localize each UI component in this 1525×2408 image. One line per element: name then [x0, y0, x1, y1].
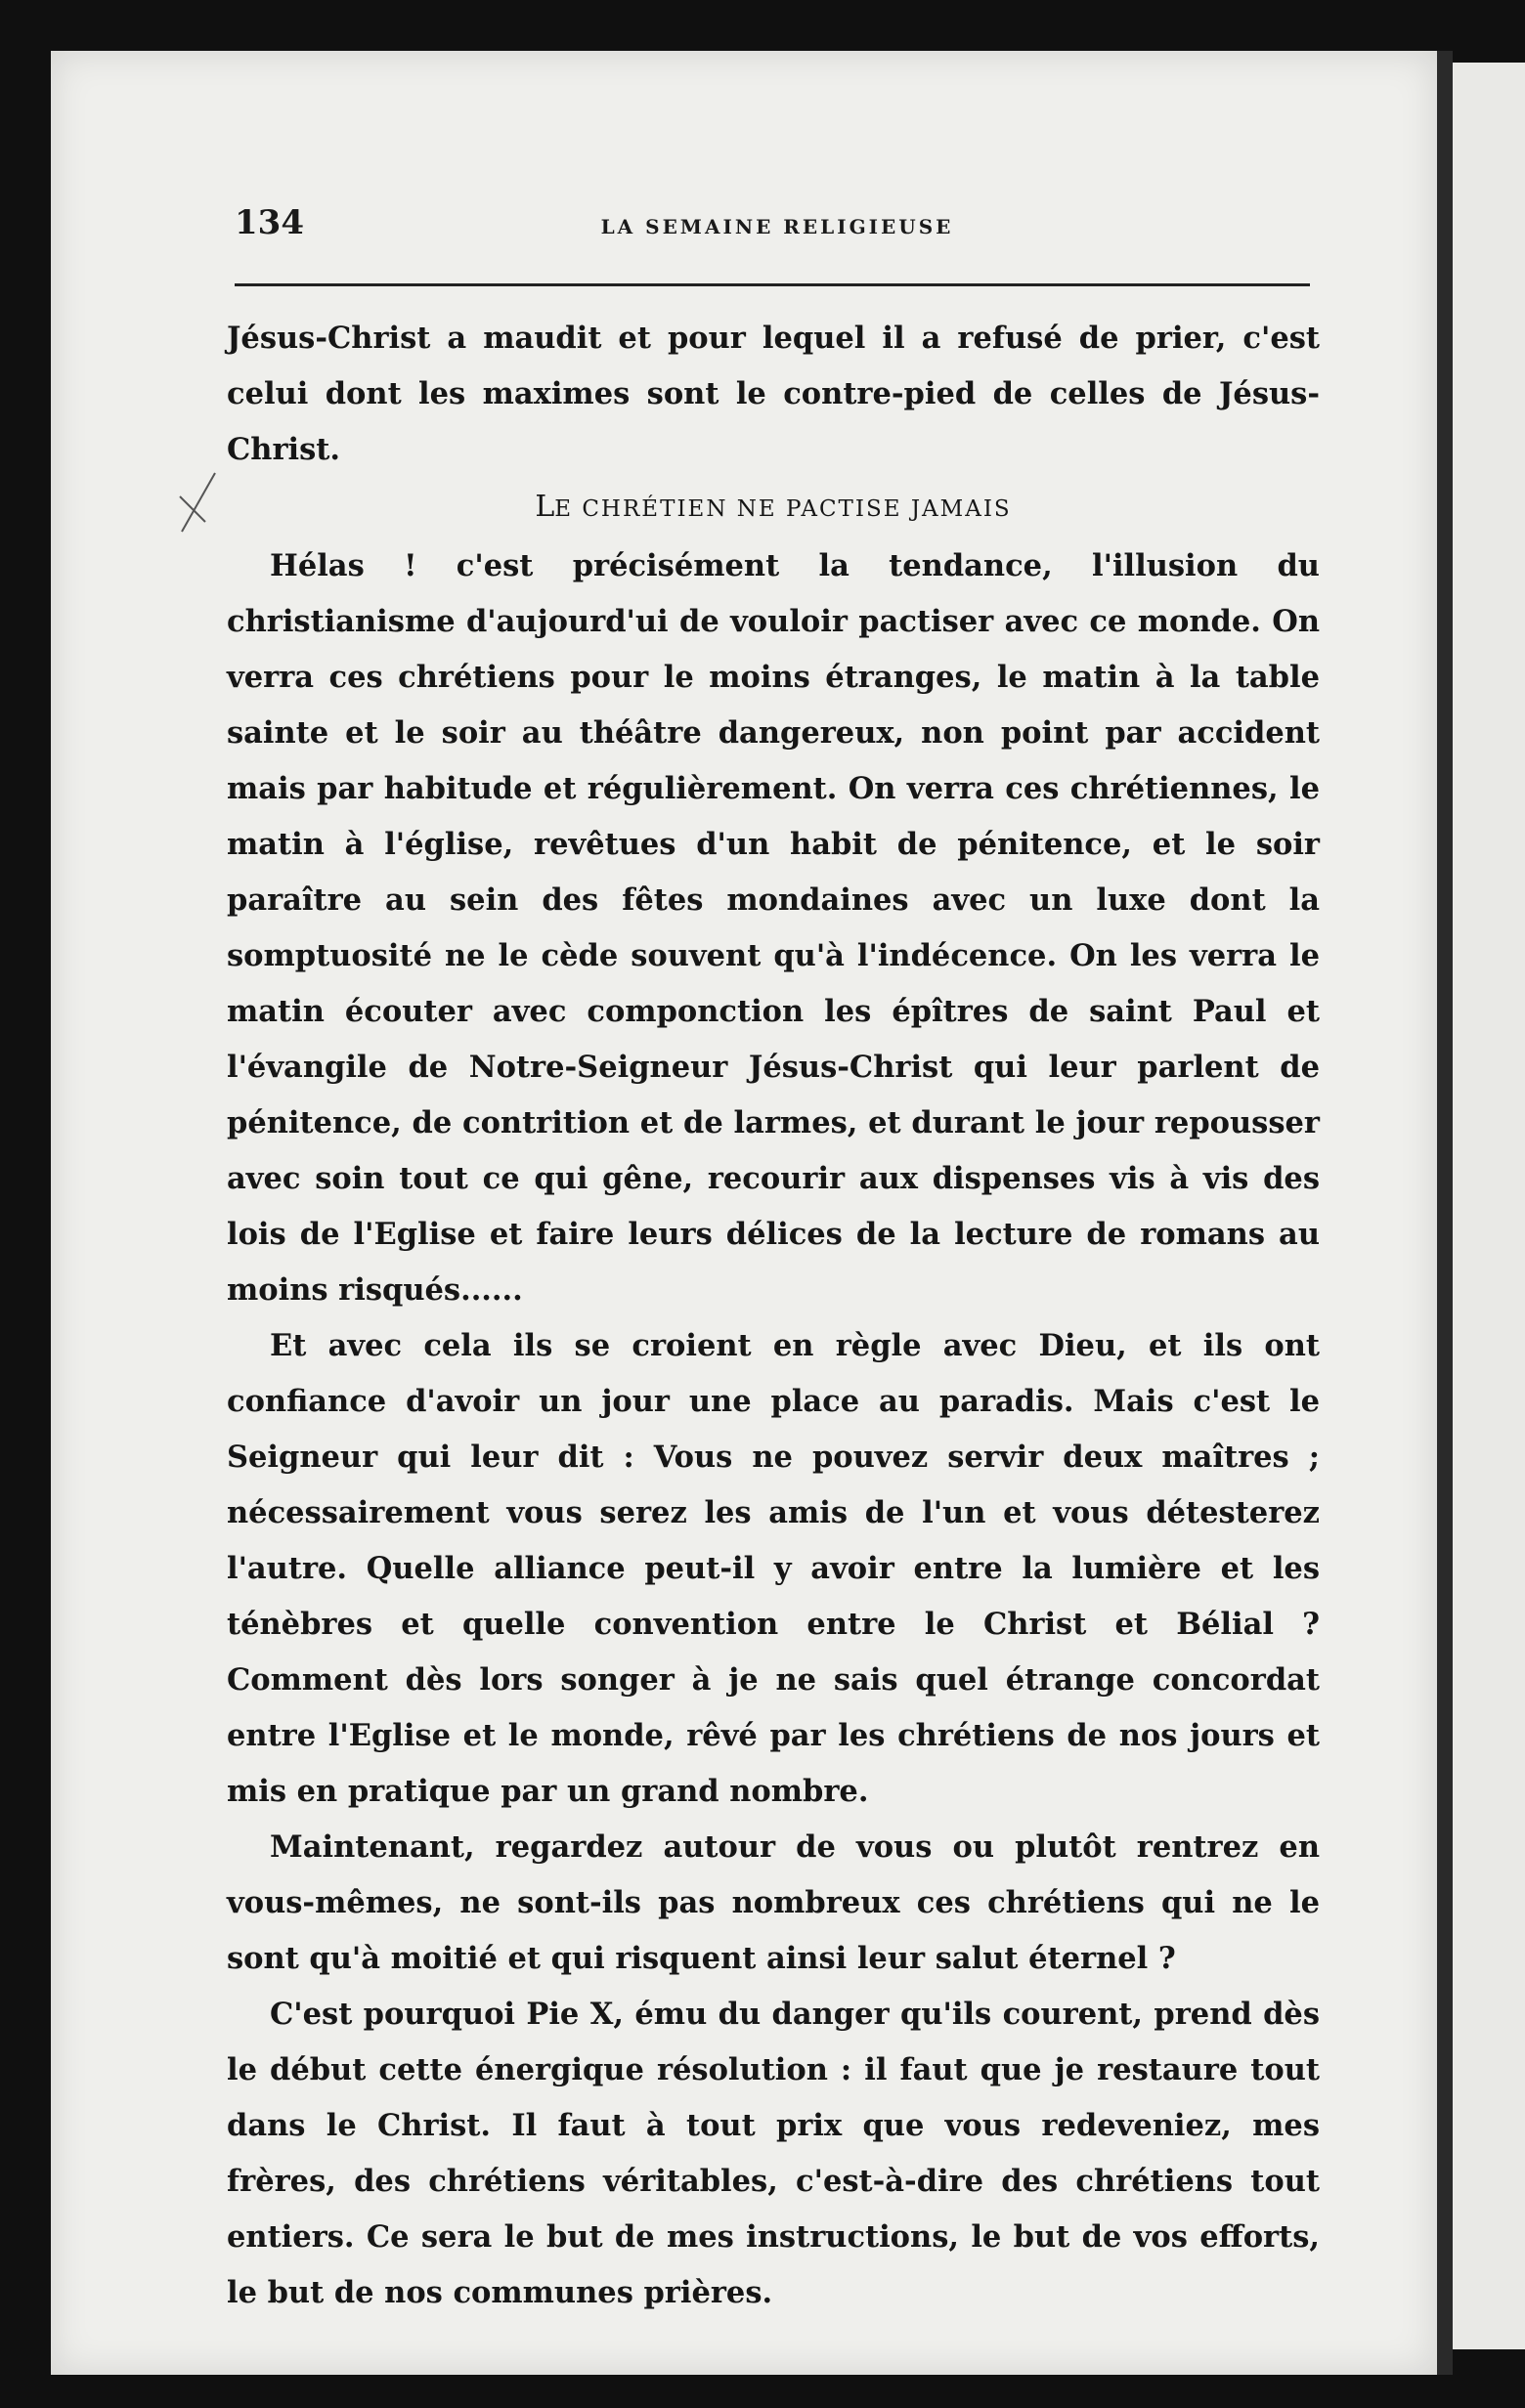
header-rule	[235, 283, 1310, 286]
section-heading	[227, 478, 1320, 538]
page-body	[227, 311, 1320, 2321]
paragraph-4: C'est pourquoi Pie X, ému du danger qu'ils courent, prend dès le début cette énergique résolution : il faut que je restaure tout dans le Christ. Il faut à tout prix que vous redeveniez, mes frères, des chrétiens véritables, c'est-à-dire des chrétiens tout entiers. Ce sera le but de mes instructions, le but de vos efforts, le but de nos communes prières.	[227, 1997, 1320, 2310]
paragraph-3: Maintenant, regardez autour de vous ou plutôt rentrez en vous-mêmes, ne sont-ils pas nombreux ces chrétiens qui ne le sont qu'à moitié et qui risquent ainsi leur salut éternel ?	[227, 1829, 1320, 1976]
paragraph-2: Et avec cela ils se croient en règle avec Dieu, et ils ont confiance d'avoir un jour une place au paradis. Mais c'est le Seigneur qui leur dit : Vous ne pouvez servir deux maîtres ; nécessairement vous serez les amis de l'un et vous détesterez l'autre. Quelle alliance peut-il y avoir entre la lumière et les ténèbres et quelle convention entre le Christ et Bélial ? Comment dès lors songer à je ne sais quel étrange concordat entre l'Eglise et le monde, rêvé par les chrétiens de nos jours et mis en pratique par un grand nombre.	[227, 1328, 1320, 1809]
paragraph-1: Hélas ! c'est précisément la tendance, l'illusion du christianisme d'aujourd'ui de vouloir pactiser avec ce monde. On verra ces chrétiens pour le moins étranges, le matin à la table sainte et le soir au théâtre dangereux, non point par accident mais par habitude et régulièrement. On verra ces chrétiennes, le matin à l'église, revêtues d'un habit de pénitence, et le soir paraître au sein des fêtes mondaines avec un luxe dont la somptuosité ne le cède souvent qu'à l'indécence. On les verra le matin écouter avec componction les épîtres de saint Paul et l'évangile de Notre-Seigneur Jésus-Christ qui leur parlent de pénitence, de contrition et de larmes, et durant le jour repousser avec soin tout ce qui gêne, recourir aux dispenses vis à vis des lois de l'Eglise et faire leurs délices de la lecture de romans au moins risqués......	[227, 548, 1320, 1308]
page-header	[235, 195, 1320, 283]
continued-paragraph: Jésus-Christ a maudit et pour lequel il a refusé de prier, c'est celui dont les maximes sont le contre-pied de celles de Jésus-Christ.	[227, 321, 1320, 467]
facing-page-edge	[1453, 63, 1525, 2349]
section-heading-text: E CHRÉTIEN NE PACTISE JAMAIS	[554, 496, 1012, 522]
running-head: LA SEMAINE RELIGIEUSE	[600, 215, 954, 238]
section-heading-initial: L	[535, 490, 555, 524]
binding-shadow	[1437, 51, 1453, 2375]
margin-pencil-mark	[176, 467, 221, 536]
page-number: 134	[235, 203, 304, 242]
